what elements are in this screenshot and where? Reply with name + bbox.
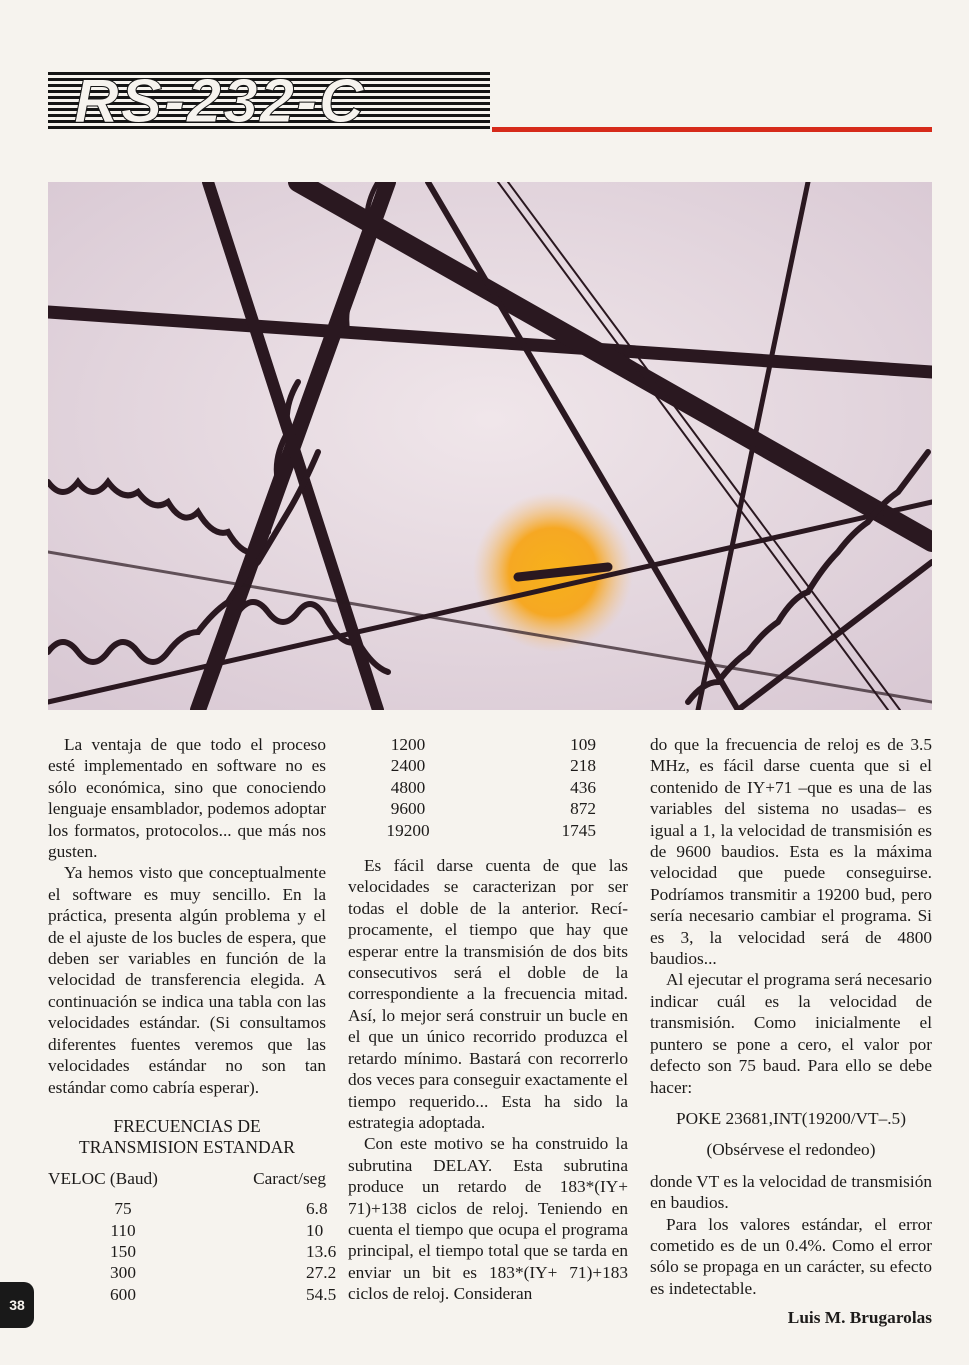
speed-table-part-1 xyxy=(48,1198,337,1305)
baud-cell: 300 xyxy=(110,1263,136,1283)
baud-cell: 4800 xyxy=(390,777,426,797)
cps-cell: 13.6 xyxy=(306,1241,337,1261)
cps-cell: 1745 xyxy=(561,820,596,840)
table-row xyxy=(348,755,628,776)
code-line: POKE 23681,INT(19200/VT–.5) xyxy=(676,1108,906,1128)
paragraph: Para los valores estándar, el error cometido es de un 0.4%. Como el error sólo se propaga en un carácter, su efecto es indetectable. xyxy=(650,1214,932,1298)
cps-cell: 10 xyxy=(306,1220,324,1240)
text-column-1 xyxy=(48,734,337,1305)
cps-cell: 6.8 xyxy=(306,1199,328,1219)
paragraph: Es fácil darse cuenta de que las velocidades se caracterizan por ser todas el doble de la anterior. Recíprocamente, el tiempo que hay que esperar entre la transmisión de dos bits consecutivos será el doble de la correspondiente a la frecuencia mitad. Así, lo mejor será construir un bucle en el que un único recorrido produzca el retardo mínimo. Bastará con recorrerlo dos veces para conseguir exactamente el tiempo requerido... Esta ha sido la estrategia adoptada. xyxy=(348,856,628,1132)
table-row xyxy=(48,1284,337,1305)
baud-cell: 150 xyxy=(110,1241,136,1261)
rounding-note: (Obsérvese el redondeo) xyxy=(706,1140,876,1160)
paragraph: Al ejecutar el programa será necesario indicar cuál es la velocidad de transmisión. Como inicialmente el puntero se pone a cero, el valor por defecto son 75 baud. Para ello se debe hacer: xyxy=(650,970,932,1097)
table-column-headers xyxy=(48,1168,326,1189)
cps-cell: 54.5 xyxy=(306,1284,337,1304)
baud-cell: 2400 xyxy=(390,756,426,776)
baud-cell: 19200 xyxy=(386,820,430,840)
paragraph: Con este motivo se ha construido la subrutina DELAY. Esta subrutina produce un retardo de 183*(IY+ 71)+138 ciclos de reloj. Teniendo en cuenta el tiempo que ocupa el programa principal, el tiempo total que se tarda en enviar un bit es 183*(IY+ 71)+183 ciclos de reloj. Consideran xyxy=(348,1134,628,1304)
table-row xyxy=(348,820,628,841)
cps-cell: 436 xyxy=(570,777,596,797)
column-header-cps: Caract/seg xyxy=(253,1168,326,1188)
paragraph: La ventaja de que todo el proceso esté implementado en software no es sólo económica, sino que conociendo lenguaje ensamblador, podemos adoptar los formatos, protocolos... que más nos gusten. xyxy=(48,735,326,862)
table-row xyxy=(48,1241,337,1262)
baud-cell: 75 xyxy=(114,1199,132,1219)
abstract-wires-sun-photo xyxy=(48,182,932,710)
photo-artwork xyxy=(48,182,932,710)
table-row xyxy=(348,798,628,819)
table-row xyxy=(48,1262,337,1283)
article-title-logo xyxy=(48,67,490,136)
baud-cell: 600 xyxy=(110,1284,136,1304)
cps-cell: 27.2 xyxy=(306,1263,337,1283)
paragraph: donde VT es la velocidad de transmisión en baudios. xyxy=(650,1171,932,1213)
cps-cell: 872 xyxy=(570,799,596,819)
title-red-rule xyxy=(492,127,932,132)
table-title-line: FRECUENCIAS DE xyxy=(113,1115,261,1136)
table-title-line: TRANSMISION ESTANDAR xyxy=(79,1137,295,1158)
baud-cell: 1200 xyxy=(390,735,426,754)
table-row xyxy=(348,777,628,798)
paragraph: Ya hemos visto que conceptualmente el software es muy sencillo. En la práctica, presenta algún problema y el de el ajuste de los bucles de espera, que deben ser variables en función de la velocidad de transferencia elegida. A continuación se indica una tabla con las velocidades estándar. (Si consultamos diferentes fuentes veremos que las velocidades estándar no son tan estándar como cabría esperar). xyxy=(48,863,326,1097)
table-title xyxy=(48,1116,326,1159)
article-title-text: RS-232-C xyxy=(74,67,366,136)
paragraph: do que la frecuencia de reloj es de 3.5 MHz, es fácil darse cuenta que si el contenido de IY+71 –que es una de las variables del sistema no usadas– es igual a 1, la velocidad de transmisión es de 9600 baudios. Esta es la máxima velocidad que puede conseguirse. Podríamos transmitir a 19200 bud, pero sería necesario cambiar el programa. Si es 3, la velocidad será de 4800 baudios... xyxy=(650,735,932,969)
table-row xyxy=(48,1198,326,1219)
baud-cell: 9600 xyxy=(390,799,426,819)
table-row xyxy=(348,734,628,755)
cps-cell: 218 xyxy=(570,756,596,776)
text-column-3 xyxy=(650,734,932,1329)
baud-cell: 110 xyxy=(110,1220,136,1240)
page-number-badge xyxy=(0,1282,34,1328)
page-number: 38 xyxy=(9,1297,25,1313)
cps-cell: 109 xyxy=(570,735,596,754)
column-header-baud: VELOC (Baud) xyxy=(48,1168,158,1188)
table-row xyxy=(48,1220,326,1241)
text-column-2 xyxy=(348,734,628,1305)
speed-table-part-2 xyxy=(348,734,628,841)
author-signature: Luis M. Brugarolas xyxy=(787,1308,932,1328)
